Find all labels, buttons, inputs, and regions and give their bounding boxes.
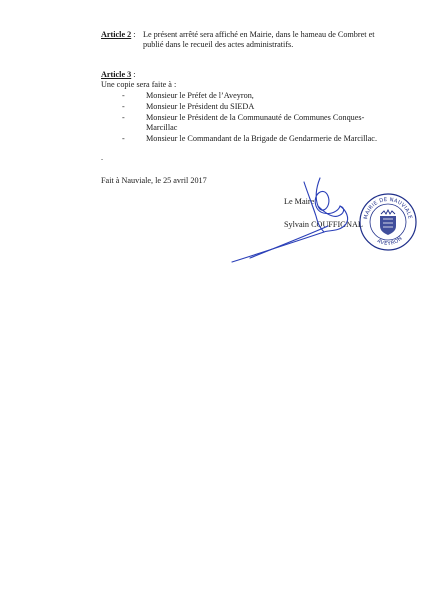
- signatory-name: Sylvain COUFFIGNAL: [284, 220, 363, 229]
- article-3-heading-wrap: [101, 70, 136, 80]
- svg-text:MAIRIE DE NAUVIALE: MAIRIE DE NAUVIALE: [363, 196, 413, 220]
- list-bullet: -: [122, 113, 125, 122]
- stray-dot: .: [101, 153, 104, 162]
- list-item: Monsieur le Président du SIEDA: [146, 102, 255, 111]
- article-2-line-2: publié dans le recueil des actes administratifs.: [143, 40, 294, 49]
- handwritten-signature: [220, 176, 370, 268]
- article-2-colon: :: [131, 30, 136, 39]
- svg-text:AVEYRON: AVEYRON: [375, 235, 404, 248]
- list-item-continuation: Marcillac: [146, 123, 178, 132]
- article-3-intro: Une copie sera faite à :: [101, 80, 177, 89]
- article-2-line-1: Le présent arrêté sera affiché en Mairie, dans le hameau de Combret et: [143, 30, 375, 39]
- article-2-body: [143, 30, 401, 50]
- signatory-title: Le Maire: [284, 197, 315, 206]
- list-bullet: -: [122, 134, 125, 143]
- article-2-heading: Article 2: [101, 30, 132, 39]
- list-bullet: -: [122, 91, 125, 100]
- article-2-heading-wrap: [101, 30, 136, 40]
- article-3-colon: :: [131, 70, 136, 79]
- list-item: Monsieur le Préfet de l’Aveyron,: [146, 91, 254, 100]
- list-item: Monsieur le Président de la Communauté de Communes Conques-: [146, 113, 365, 122]
- list-item: Monsieur le Commandant de la Brigade de Gendarmerie de Marcillac.: [146, 134, 377, 143]
- list-bullet: -: [122, 102, 125, 111]
- date-line: Fait à Nauviale, le 25 avril 2017: [101, 176, 207, 185]
- mairie-stamp-seal: [358, 192, 418, 252]
- article-3-heading: Article 3: [101, 70, 132, 79]
